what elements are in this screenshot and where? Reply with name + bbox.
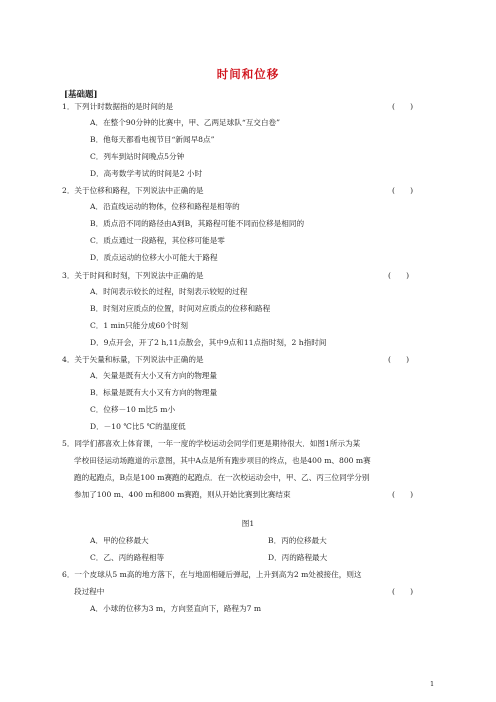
question-stem-line-1: 6．一个皮球从5 m高的地方落下，在与地面相碰后弹起，上升到高为2 m处被接住，则这 bbox=[62, 570, 362, 579]
answer-paren: ( ) bbox=[392, 490, 414, 499]
question-stem-line-3: 跑的起跑点，B点是100 m赛跑的起跑点．在一次校运动会中，甲、乙、丙三位同学分别 bbox=[74, 473, 370, 482]
answer-paren: ( ) bbox=[392, 587, 414, 596]
answer-paren: ( ) bbox=[388, 355, 410, 364]
option-b: B．他每天都看电视节目“新闻早8点” bbox=[90, 135, 215, 144]
option-c: C．列车到站时间晚点5分钟 bbox=[90, 152, 185, 161]
page-title: 时间和位移 bbox=[216, 67, 280, 81]
question-6 bbox=[62, 569, 442, 599]
page-number: 1 bbox=[430, 680, 435, 688]
question-5 bbox=[62, 438, 442, 498]
question-stem: 1．下列计时数据指的是时间的是 bbox=[62, 102, 174, 111]
option-d: D．－10 ℃比5 ℃的温度低 bbox=[90, 422, 186, 431]
option-b: B．时刻对应质点的位置，时间对应质点的位移和路程 bbox=[90, 304, 271, 313]
answer-paren: ( ) bbox=[392, 186, 414, 195]
option-c: C．质点通过一段路程，其位移可能是零 bbox=[90, 236, 225, 245]
figure-caption: 图1 bbox=[241, 519, 255, 528]
option-c: C．乙、丙的路程相等 bbox=[90, 553, 165, 562]
question-stem-line-1: 5．同学们都喜欢上体育课，一年一度的学校运动会同学们更是期待很大．如图1所示为某 bbox=[62, 439, 361, 448]
option-d: D．丙的路程最大 bbox=[268, 553, 328, 562]
option-c: C．位移－10 m比5 m小 bbox=[90, 405, 176, 414]
question-stem: 4．关于矢量和标量，下列说法中正确的是 bbox=[62, 355, 204, 364]
option-d: D．质点运动的位移大小可能大于路程 bbox=[90, 253, 218, 262]
option-d: D．9点开会，开了2 h,11点散会，其中9点和11点指时刻，2 h指时间 bbox=[90, 338, 327, 347]
question-stem-line-4: 参加了100 m、400 m和800 m赛跑，则从开始比赛到比赛结束 bbox=[74, 490, 291, 499]
option-a: A．时间表示较长的过程，时刻表示较短的过程 bbox=[90, 287, 248, 296]
option-a: A．甲的位移最大 bbox=[90, 536, 149, 545]
option-d: D．高考数学考试的时间是2 小时 bbox=[90, 169, 203, 178]
option-b: B．标量是既有大小又有方向的物理量 bbox=[90, 388, 218, 397]
option-a: A．小球的位移为3 m，方向竖直向下，路程为7 m bbox=[90, 604, 262, 613]
option-a: A．沿直线运动的物体，位移和路程是相等的 bbox=[90, 202, 240, 211]
question-stem-line-2: 学校田径运动场跑道的示意图，其中A点是所有跑步项目的终点，也是400 m、800 m赛 bbox=[74, 456, 371, 465]
question-stem: 2．关于位移和路程，下列说法中正确的是 bbox=[62, 186, 204, 195]
answer-paren: ( ) bbox=[388, 271, 410, 280]
option-b: B．丙的位移最大 bbox=[268, 536, 327, 545]
option-c: C．1 min只能分成60个时刻 bbox=[90, 321, 188, 330]
section-heading: [基础题] bbox=[64, 90, 98, 100]
option-a: A．在整个90分钟的比赛中，甲、乙两足球队“互交白卷” bbox=[90, 118, 280, 127]
option-a: A．矢量是既有大小又有方向的物理量 bbox=[90, 371, 217, 380]
question-stem-line-2: 段过程中 bbox=[74, 587, 105, 596]
answer-paren: ( ) bbox=[392, 102, 414, 111]
question-stem: 3．关于时间和时刻，下列说法中正确的是 bbox=[62, 271, 204, 280]
option-b: B．质点沿不同的路径由A到B，其路程可能不同而位移是相同的 bbox=[90, 219, 305, 228]
